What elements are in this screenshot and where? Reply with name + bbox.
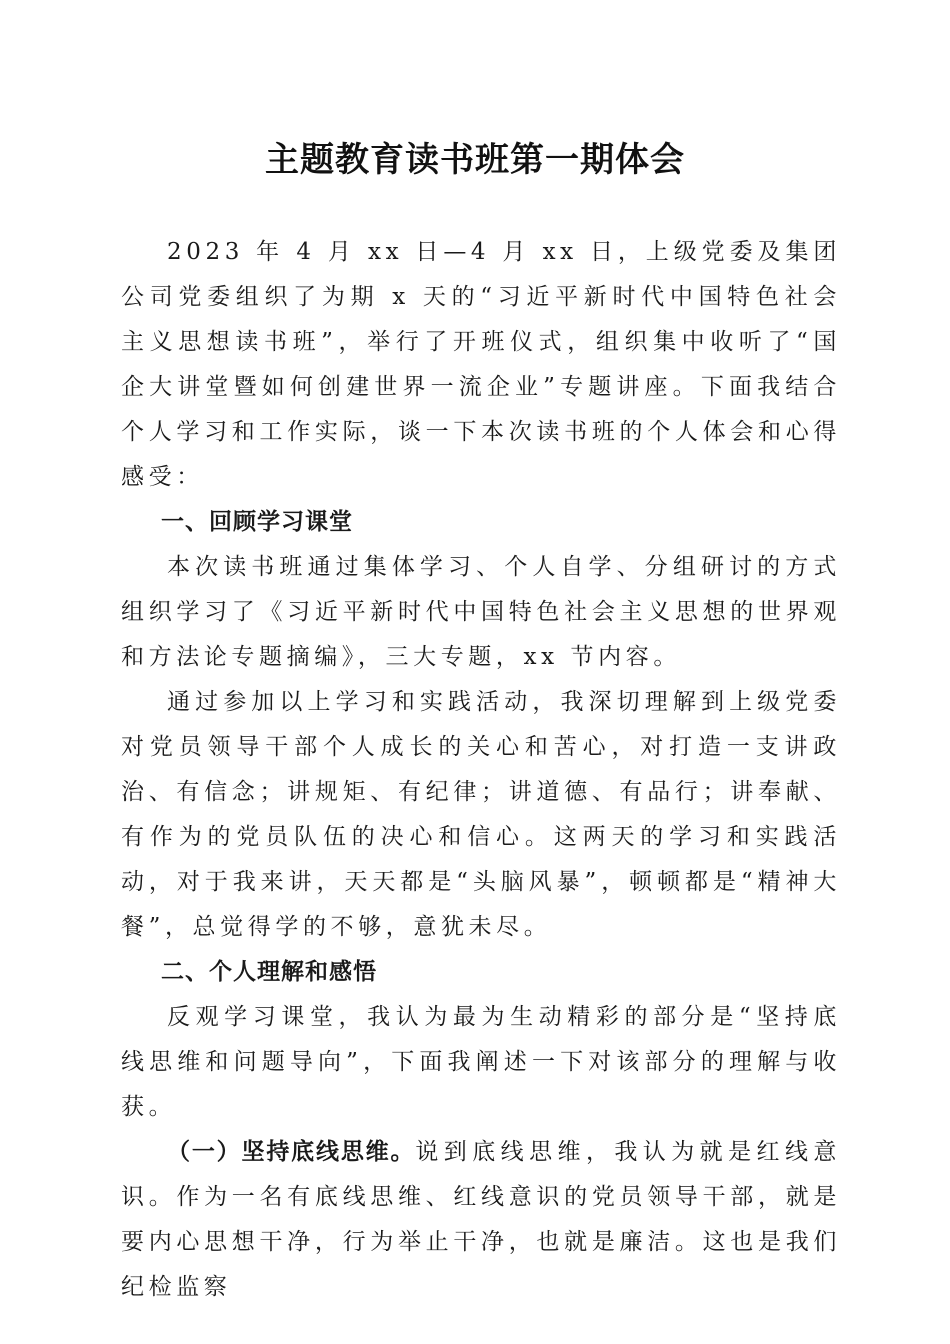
section-heading-understanding: 二、个人理解和感悟 bbox=[161, 959, 377, 985]
paragraph-study-content: 本次读书班通过集体学习、个人自学、分组研讨的方式组织学习了《习近平新时代中国特色社会主义思想的世界观和方法论专题摘编》，三大专题，xx 节内容。 bbox=[121, 554, 841, 670]
document-title: 主题教育读书班第一期体会 bbox=[265, 140, 685, 180]
paragraph-study-reflection: 通过参加以上学习和实践活动，我深切理解到上级党委对党员领导干部个人成长的关心和苦心，对打造一支讲政治、有信念；讲规矩、有纪律；讲道德、有品行；讲奉献、有作为的党员队伍的决心和信心。这两天的学习和实践活动，对于我来讲，天天都是“头脑风暴”，顿顿都是“精神大餐”，总觉得学的不够，意犹未尽。 bbox=[121, 689, 841, 940]
paragraph-intro: 2023 年 4 月 xx 日—4 月 xx 日，上级党委及集团公司党委组织了为期 x 天的“习近平新时代中国特色社会主义思想读书班”，举行了开班仪式，组织集中收听了“国企大讲堂暨如何创建世界一流企业”专题讲座。下面我结合个人学习和工作实际，谈一下本次读书班的个人体会和心得感受： bbox=[121, 239, 841, 490]
paragraph-understanding-intro: 反观学习课堂，我认为最为生动精彩的部分是“坚持底线思维和问题导向”，下面我阐述一下对该部分的理解与收获。 bbox=[121, 1004, 841, 1120]
paragraph-bottom-line bbox=[121, 1130, 841, 1310]
paragraph-bottom-line-text: 说到底线思维，我认为就是红线意识。作为一名有底线思维、红线意识的党员领导干部，就是要内心思想干净，行为举止干净，也就是廉洁。这也是我们纪检监察 bbox=[121, 1139, 842, 1300]
subsection-heading-bottom-line: （一）坚持底线思维。 bbox=[167, 1139, 416, 1165]
document-body bbox=[121, 230, 841, 1310]
section-heading-review: 一、回顾学习课堂 bbox=[161, 509, 353, 535]
